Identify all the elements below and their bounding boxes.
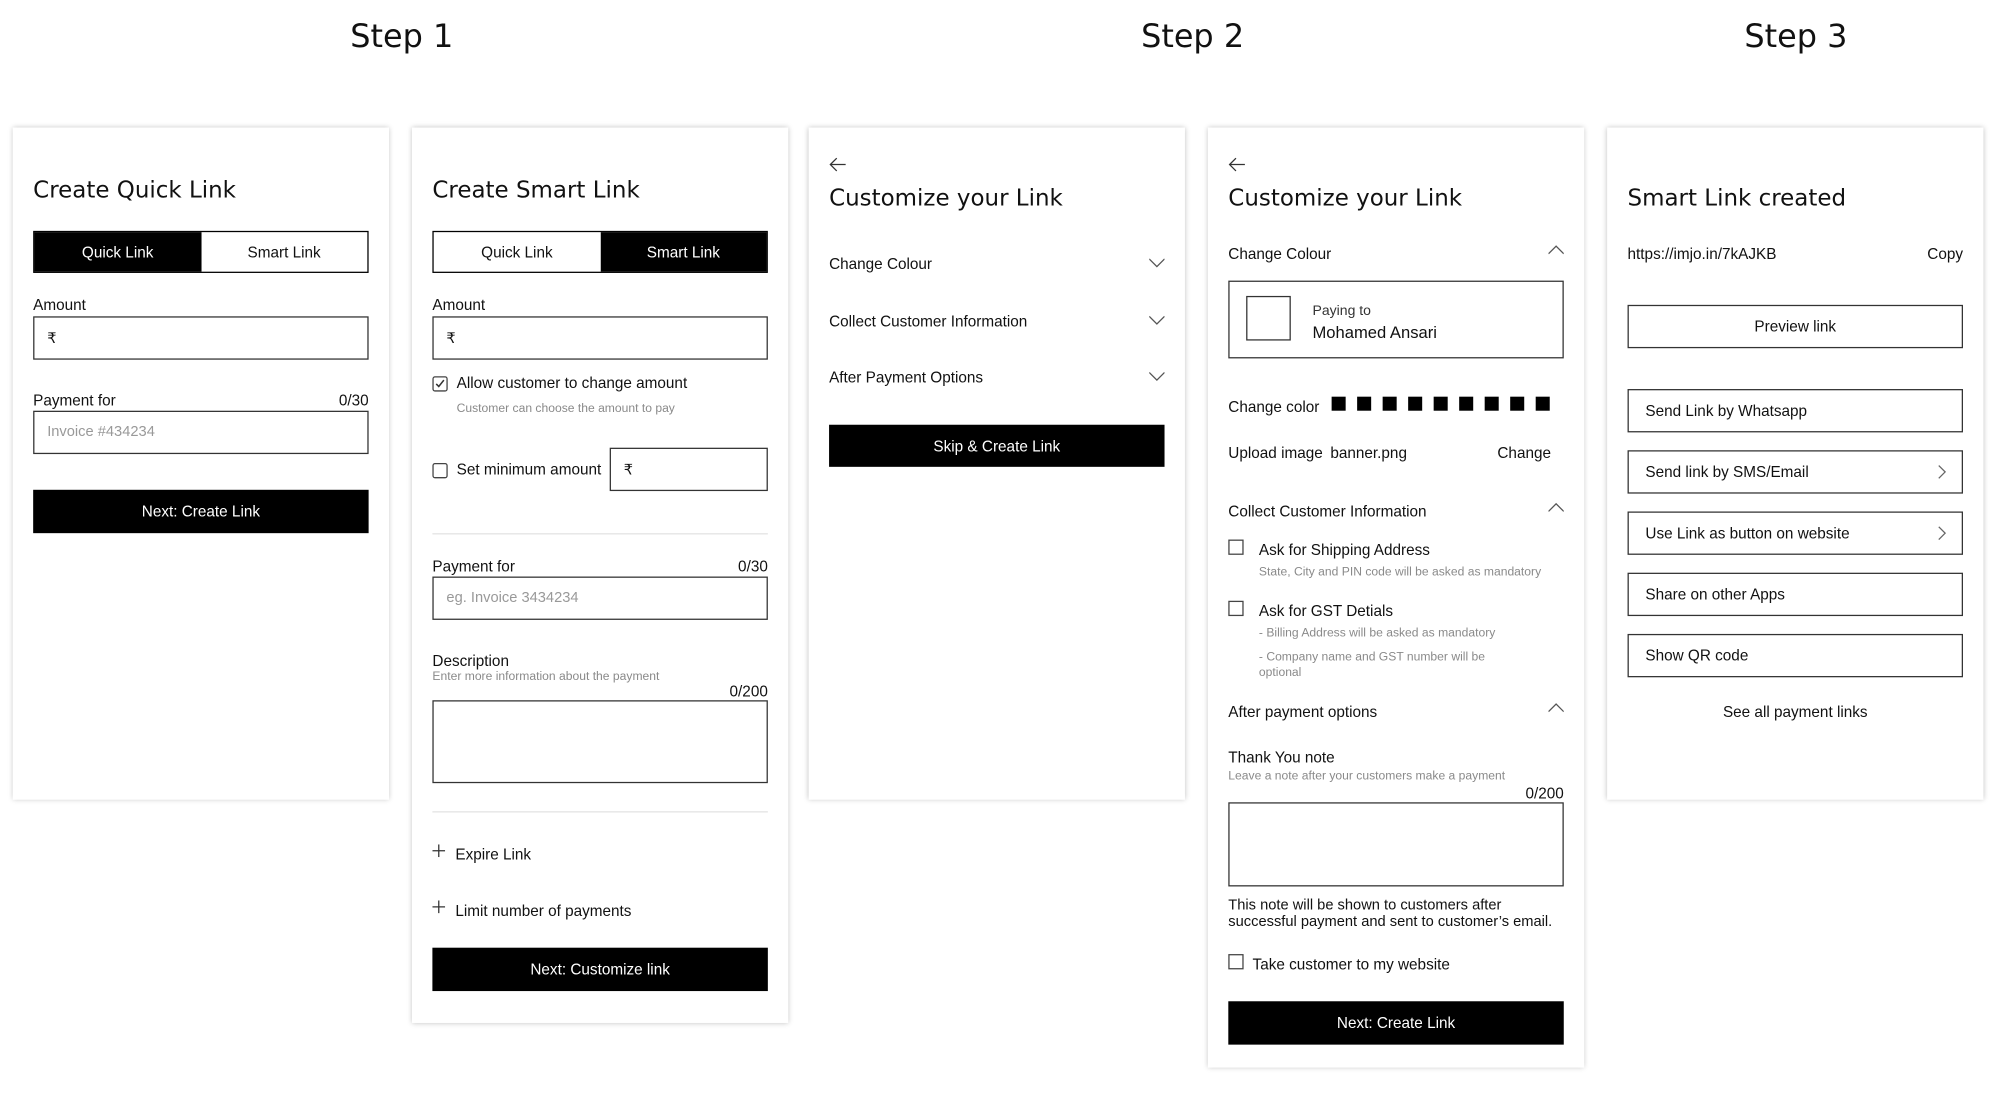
link-url: https://imjo.in/7kAJKB <box>1627 244 1777 263</box>
after-payment-section[interactable]: After Payment Options <box>829 368 984 387</box>
shipping-address-label: Ask for Shipping Address <box>1258 540 1430 559</box>
description-textarea[interactable] <box>432 700 767 783</box>
divider <box>432 811 767 812</box>
website-redirect-label: Take customer to my website <box>1252 955 1450 974</box>
payment-for-count: 0/30 <box>738 557 768 576</box>
amount-label: Amount <box>33 295 86 314</box>
payment-for-input[interactable] <box>432 577 767 620</box>
rupee-icon: ₹ <box>623 463 634 479</box>
plus-icon[interactable] <box>432 844 445 857</box>
allow-change-hint: Customer can choose the amount to pay <box>456 401 675 416</box>
collect-info-section[interactable]: Collect Customer Information <box>1228 502 1427 521</box>
shipping-address-hint: State, City and PIN code will be asked as mandatory <box>1258 565 1542 580</box>
thank-you-hint: Leave a note after your customers make a payment <box>1228 769 1506 784</box>
chevron-right-icon <box>1937 464 1946 479</box>
link-created-screen <box>1607 128 1983 800</box>
divider <box>432 533 767 534</box>
color-swatch[interactable] <box>1434 397 1448 411</box>
website-button-label: Use Link as button on website <box>1645 524 1850 543</box>
smart-link-screen <box>412 128 788 1023</box>
note-info: This note will be shown to customers after <box>1228 897 1502 914</box>
back-arrow-icon[interactable] <box>1228 157 1246 172</box>
amount-label: Amount <box>432 295 486 314</box>
uploaded-file-name: banner.png <box>1330 443 1407 462</box>
description-count: 0/200 <box>729 682 768 701</box>
page-title: Customize your Link <box>1228 184 1463 212</box>
page-title: Customize your Link <box>829 184 1063 212</box>
amount-input[interactable] <box>432 316 767 359</box>
gst-hint: - Company name and GST number will be <box>1258 650 1486 665</box>
tab-smart-link[interactable]: Smart Link <box>247 242 321 261</box>
copy-link-button[interactable]: Copy <box>1927 244 1963 263</box>
page-title: Create Quick Link <box>33 177 236 205</box>
payee-name: Mohamed Ansari <box>1312 322 1437 342</box>
change-image-link[interactable]: Change <box>1497 443 1552 462</box>
preview-link-button[interactable]: Preview link <box>1628 305 1963 348</box>
payment-for-placeholder: Invoice #434234 <box>47 424 155 441</box>
gst-details-label: Ask for GST Detials <box>1258 602 1394 620</box>
link-type-toggle <box>33 231 368 273</box>
chevron-up-icon[interactable] <box>1548 700 1563 715</box>
next-customize-link-button[interactable]: Next: Customize link <box>432 948 767 991</box>
allow-change-label: Allow customer to change amount <box>456 373 688 392</box>
thank-you-textarea[interactable] <box>1228 802 1563 886</box>
note-info: successful payment and sent to customer’s email. <box>1228 914 1553 930</box>
page-title: Create Smart Link <box>432 177 640 205</box>
color-swatch[interactable] <box>1383 397 1397 411</box>
sms-email-share-button[interactable] <box>1628 450 1963 493</box>
step-2-heading: Step 2 <box>1141 17 1245 55</box>
next-create-link-button[interactable]: Next: Create Link <box>33 490 368 533</box>
allow-change-checkbox[interactable] <box>432 376 447 391</box>
tab-quick-link[interactable]: Quick Link <box>34 232 200 272</box>
payee-preview-card <box>1228 281 1563 359</box>
chevron-up-icon[interactable] <box>1548 500 1563 515</box>
color-swatch[interactable] <box>1357 397 1371 411</box>
color-swatch[interactable] <box>1510 397 1524 411</box>
payment-for-placeholder: eg. Invoice 3434234 <box>446 590 579 606</box>
amount-input[interactable] <box>33 316 368 359</box>
color-swatch[interactable] <box>1485 397 1499 411</box>
rupee-icon: ₹ <box>446 331 456 347</box>
chevron-up-icon[interactable] <box>1548 242 1563 257</box>
set-minimum-checkbox[interactable] <box>432 463 447 478</box>
logo-placeholder <box>1246 296 1291 341</box>
description-label: Description <box>432 651 509 670</box>
payment-for-count: 0/30 <box>338 391 369 410</box>
gst-hint: - Billing Address will be asked as mandatory <box>1258 626 1496 641</box>
color-swatch[interactable] <box>1459 397 1473 411</box>
website-button-option[interactable] <box>1628 511 1963 554</box>
customize-link-expanded-screen <box>1208 128 1584 1068</box>
plus-icon[interactable] <box>432 901 445 914</box>
collect-info-section[interactable]: Collect Customer Information <box>829 312 1028 331</box>
shipping-address-checkbox[interactable] <box>1228 540 1243 555</box>
link-type-toggle <box>432 231 767 273</box>
website-redirect-checkbox[interactable] <box>1228 954 1243 969</box>
chevron-down-icon[interactable] <box>1149 255 1164 270</box>
rupee-icon: ₹ <box>47 331 57 347</box>
next-create-link-button[interactable]: Next: Create Link <box>1228 1001 1563 1044</box>
tab-smart-link[interactable]: Smart Link <box>600 232 766 272</box>
thank-you-label: Thank You note <box>1228 748 1335 767</box>
change-colour-section[interactable]: Change Colour <box>1228 244 1332 263</box>
expire-link-option[interactable]: Expire Link <box>455 845 532 864</box>
color-swatches <box>1332 397 1562 411</box>
thank-you-count: 0/200 <box>1525 784 1564 803</box>
change-color-label: Change color <box>1228 397 1320 416</box>
limit-payments-option[interactable]: Limit number of payments <box>455 901 632 920</box>
step-3-heading: Step 3 <box>1744 17 1848 55</box>
step-1-heading: Step 1 <box>350 17 454 55</box>
chevron-right-icon <box>1937 526 1946 541</box>
tab-quick-link[interactable]: Quick Link <box>481 242 553 261</box>
payment-for-input[interactable] <box>33 411 368 454</box>
description-hint: Enter more information about the payment <box>432 669 660 684</box>
whatsapp-share-button[interactable]: Send Link by Whatsapp <box>1628 389 1963 432</box>
skip-create-link-button[interactable]: Skip & Create Link <box>829 425 1164 467</box>
color-swatch[interactable] <box>1536 397 1550 411</box>
set-minimum-label: Set minimum amount <box>456 460 602 479</box>
upload-image-label: Upload image <box>1228 443 1323 462</box>
see-all-links-link[interactable]: See all payment links <box>1722 702 1868 721</box>
share-other-apps-button[interactable]: Share on other Apps <box>1628 573 1963 616</box>
quick-link-screen <box>13 128 389 800</box>
paying-to-label: Paying to <box>1312 303 1372 319</box>
change-colour-section[interactable]: Change Colour <box>829 255 933 273</box>
minimum-amount-input[interactable] <box>610 448 768 491</box>
payment-for-label: Payment for <box>33 391 116 410</box>
show-qr-code-button[interactable]: Show QR code <box>1628 634 1963 677</box>
chevron-down-icon[interactable] <box>1149 312 1164 327</box>
color-swatch[interactable] <box>1332 397 1346 411</box>
gst-details-checkbox[interactable] <box>1228 601 1243 616</box>
sms-email-label: Send link by SMS/Email <box>1645 463 1809 481</box>
after-payment-section[interactable]: After payment options <box>1228 702 1378 721</box>
gst-hint: optional <box>1258 665 1302 680</box>
chevron-down-icon[interactable] <box>1149 369 1164 384</box>
payment-for-label: Payment for <box>432 557 515 576</box>
color-swatch[interactable] <box>1408 397 1422 411</box>
back-arrow-icon[interactable] <box>829 157 847 172</box>
customize-link-screen <box>809 128 1185 800</box>
page-title: Smart Link created <box>1627 184 1847 212</box>
